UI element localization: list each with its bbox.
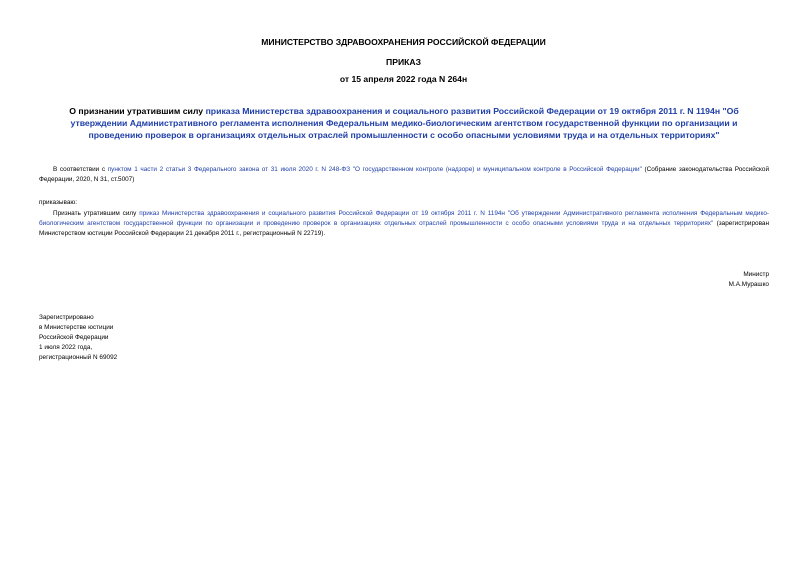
preamble-prefix: В соответствии с (53, 166, 108, 173)
registration-block (39, 313, 117, 363)
registration-line: Зарегистрировано (39, 314, 94, 321)
registration-line: в Министерстве юстиции (39, 323, 114, 331)
subject-order-link[interactable]: приказа Министерства здравоохранения и социального развития Российской Федерации от 19 октября 2011 г. N 1194н "Об утверждении Административного регламента исполнения Федеральным медико-биологическим агентством государственной функции по организации и проведению проверок в организациях отдельных отраслей промышленности с особо опасными условиями труда и на отдельных территориях" (70, 106, 739, 140)
document-subject (60, 105, 748, 141)
document-type: ПРИКАЗ (386, 57, 421, 67)
registration-line: регистрационный N 69092 (39, 353, 118, 361)
registration-line: 1 июля 2022 года, (39, 343, 93, 351)
preamble-suffix: (Собрание законодательства Российской Федерации, 2020, N 31, ст.5007) (39, 166, 770, 183)
order-word: приказываю: (39, 199, 77, 206)
signatory-position: Министр (743, 271, 769, 278)
ministry-heading: МИНИСТЕРСТВО ЗДРАВООХРАНЕНИЯ РОССИЙСКОЙ ФЕДЕРАЦИИ (261, 37, 546, 47)
signature-block (729, 270, 769, 290)
registration-line: Российской Федерации (39, 333, 109, 341)
clause-prefix: Признать утратившим силу (53, 210, 140, 217)
signatory-name: М.А.Мурашко (728, 280, 769, 288)
clause-suffix: (зарегистрирован Министерством юстиции Российской Федерации 21 декабря 2011 г., регистрационный N 22719). (39, 219, 769, 237)
preamble-paragraph (39, 165, 769, 185)
subject-prefix: О признании утратившим силу (69, 106, 206, 116)
document-date-number: от 15 апреля 2022 года N 264н (339, 74, 468, 84)
federal-law-link[interactable]: пунктом 1 части 2 статьи 3 Федерального закона от 31 июля 2020 г. N 248-ФЗ "О государственном контроле (надзоре) и муниципальном контроле в Российской Федерации" (107, 166, 642, 173)
repealed-order-link[interactable]: приказ Министерства здравоохранения и социального развития Российской Федерации от 19 октября 2011 г. N 1194н "Об утверждении Административного регламента исполнения Федеральным медико-биологическим агентством государственной функции по организации и проведению проверок в организациях отдельных отраслей промышленности с особо опасными условиями труда и на отдельных территориях" (39, 210, 769, 227)
clause-paragraph (39, 209, 769, 238)
